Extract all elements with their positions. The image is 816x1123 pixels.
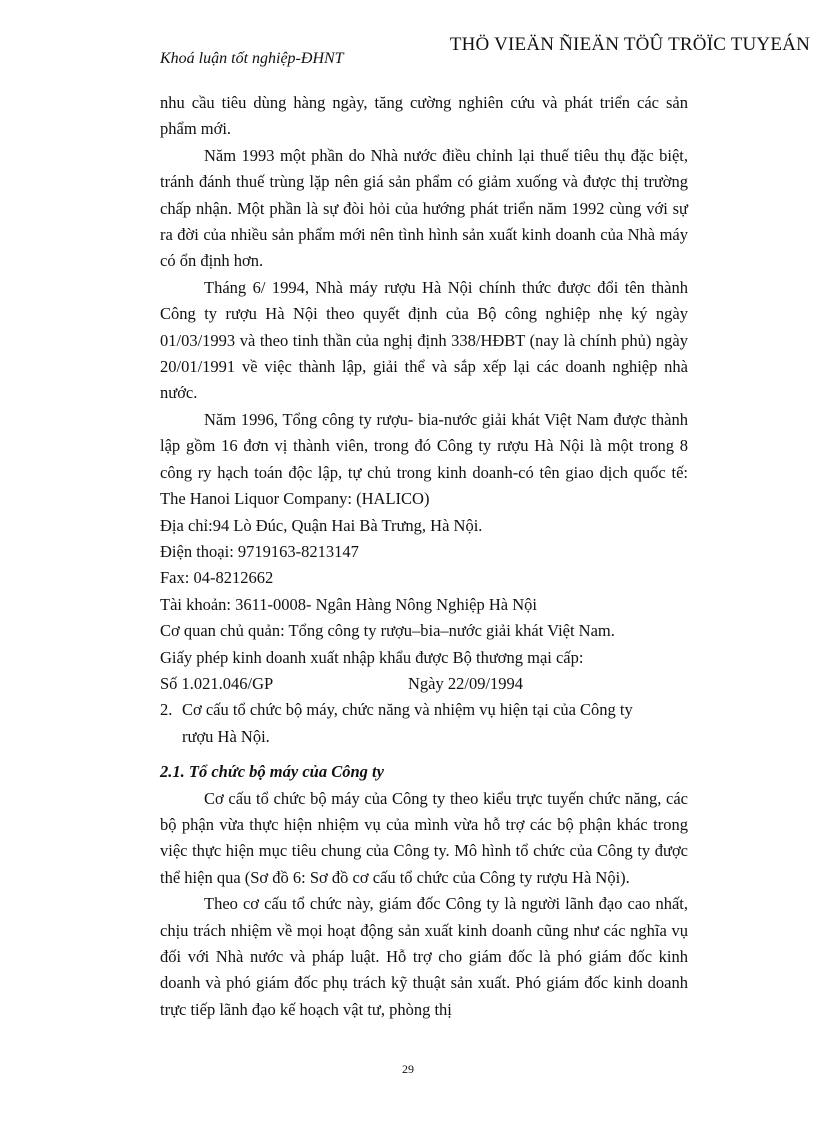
license-number: Số 1.021.046/GP: [160, 673, 274, 693]
paragraph-1996: Năm 1996, Tổng công ty rượu- bia-nước giải khát Việt Nam được thành lập gồm 16 đơn vị thành viên, trong đó Công ty rượu Hà Nội là một trong 8 công ry hạch toán độc lập, tự chủ trong kinh doanh-có tên giao dịch quốc tế: The Hanoi Liquor Company: (HALICO): [160, 409, 688, 509]
paragraph-1994: Tháng 6/ 1994, Nhà máy rượu Hà Nội chính thức được đổi tên thành Công ty rượu Hà Nội theo quyết định của Bộ công nghiệp nhẹ ký ngày 01/03/1993 và theo tinh thần của nghị định 338/HĐBT (nay là chính phủ) ngày 20/01/1991 về việc thành lập, giải thể và sắp xếp lại các doanh nghiệp nhà nước.: [160, 277, 688, 403]
document-body: [160, 90, 688, 1023]
business-license: Giấy phép kinh doanh xuất nhập khẩu được Bộ thương mại cấp:: [160, 647, 584, 667]
section-2-item: [160, 697, 688, 750]
running-head: Khoá luận tốt nghiệp-ĐHNT: [160, 50, 344, 67]
section-2-title-line-2: rượu Hà Nội.: [182, 726, 270, 746]
paragraph-org-structure: Cơ cấu tổ chức bộ máy của Công ty theo kiểu trực tuyến chức năng, các bộ phận vừa thực hiện nhiệm vụ của mình vừa hỗ trợ các bộ phận khác trong việc thực hiện mục tiêu chung của Công ty. Mô hình tổ chức của Công ty được thể hiện qua (Sơ đồ 6: Sơ đồ cơ cấu tổ chức của Công ty rượu Hà Nội).: [160, 788, 688, 887]
company-account: Tài khoản: 3611-0008- Ngân Hàng Nông Nghiệp Hà Nội: [160, 594, 537, 614]
company-phone: Điện thoại: 9719163-8213147: [160, 541, 359, 561]
license-row: [160, 671, 688, 697]
heading-2-1: 2.1. Tổ chức bộ máy của Công ty: [160, 762, 384, 782]
section-2-number: 2.: [160, 700, 173, 720]
paragraph-1: nhu cầu tiêu dùng hàng ngày, tăng cường nghiên cứu và phát triển các sản phẩm mới.: [160, 93, 688, 139]
company-fax: Fax: 04-8212662: [160, 568, 274, 588]
paragraph-director: Theo cơ cấu tổ chức này, giám đốc Công ty là người lãnh đạo cao nhất, chịu trách nhiệm về mọi hoạt động sản xuất kinh doanh cũng như các nghĩa vụ đối với Nhà nước và pháp luật. Hỗ trợ cho giám đốc là phó giám đốc kinh doanh và phó giám đốc phụ trách kỹ thuật sản xuất. Phó giám đốc kinh doanh trực tiếp lãnh đạo kế hoạch vật tư, phòng thị: [160, 894, 688, 1019]
library-banner: THÖ VIEÄN ÑIEÄN TÖÛ TRÖÏC TUYEÁN: [449, 34, 810, 55]
page-number: 29: [402, 1062, 414, 1076]
section-2-title: [182, 697, 688, 750]
company-address: Địa chỉ:94 Lò Đúc, Quận Hai Bà Trưng, Hà Nội.: [160, 515, 483, 535]
section-2-title-line-1: Cơ cấu tổ chức bộ máy, chức năng và nhiệm vụ hiện tại của Công ty: [182, 700, 633, 720]
license-date: Ngày 22/09/1994: [408, 673, 524, 693]
paragraph-1993: Năm 1993 một phần do Nhà nước điều chỉnh lại thuế tiêu thụ đặc biệt, tránh đánh thuế trùng lặp nên giá sản phẩm có giảm xuống và được thị trường chấp nhận. Một phần là sự đòi hỏi của hướng phát triển năm 1992 cùng với sự ra đời của nhiều sản phẩm mới nên tình hình sản xuất kinh doanh của Nhà máy có ổn định hơn.: [160, 145, 688, 271]
governing-agency: Cơ quan chủ quản: Tổng công ty rượu–bia–nước giải khát Việt Nam.: [160, 621, 615, 641]
